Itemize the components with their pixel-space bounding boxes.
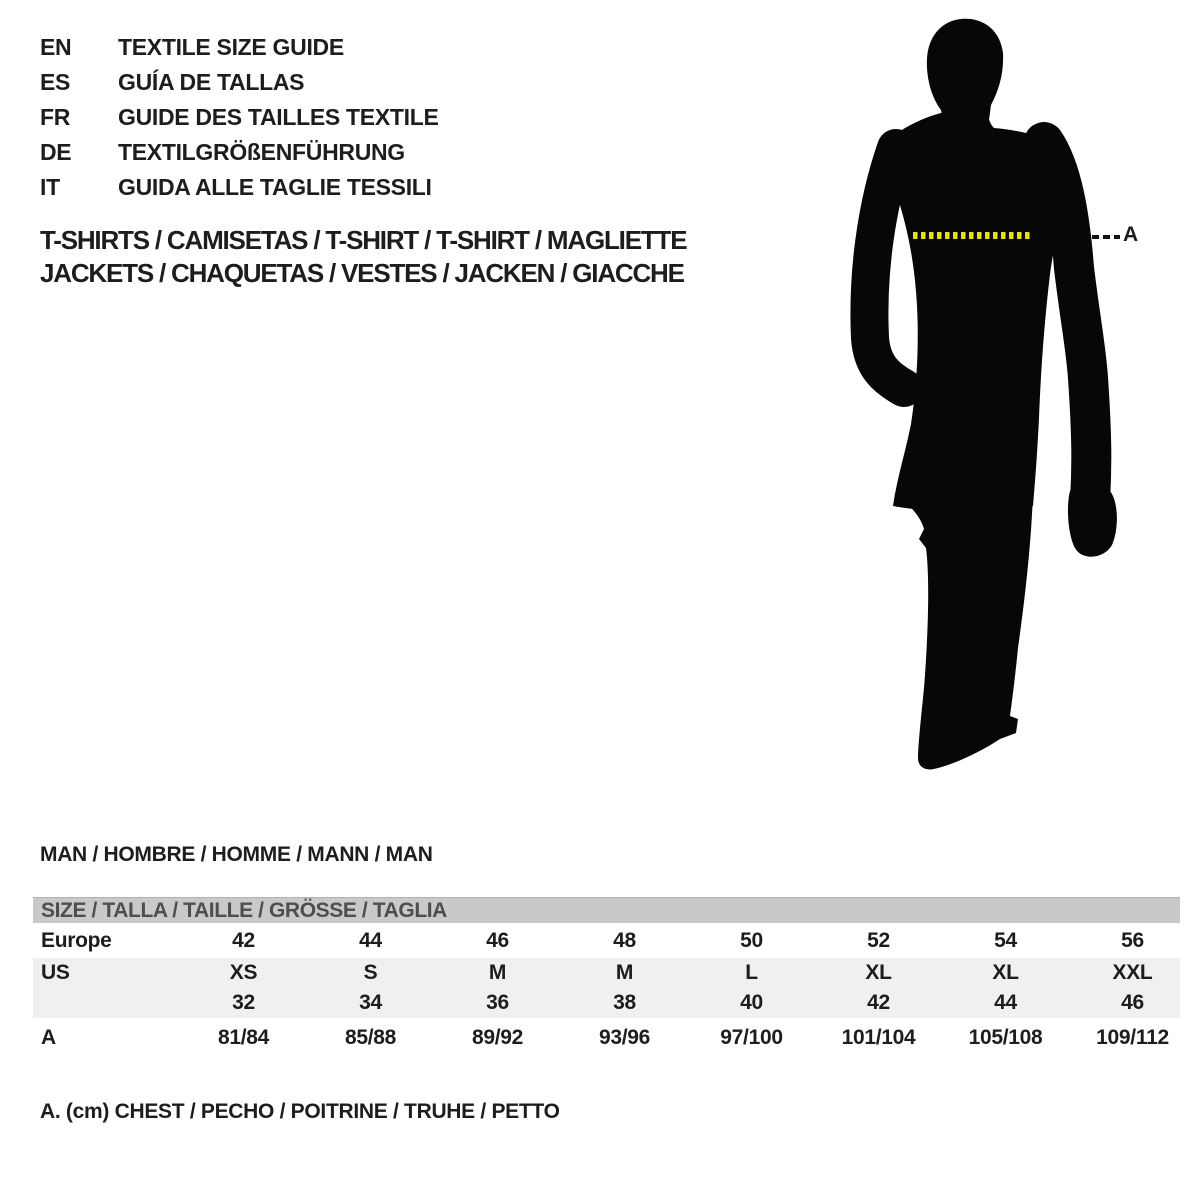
language-code: DE <box>40 139 72 165</box>
size-cell: 97/100 <box>720 1026 783 1049</box>
category-tshirts: T-SHIRTS / CAMISETAS / T-SHIRT / T-SHIRT / MAGLIETTE <box>40 225 687 255</box>
size-cell: XL <box>865 961 892 984</box>
guide-title: GUIDE DES TAILLES TEXTILE <box>118 104 439 130</box>
size-cell: 40 <box>740 991 763 1014</box>
gender-heading: MAN / HOMBRE / HOMME / MANN / MAN <box>40 843 433 866</box>
table-row-europe <box>33 923 1196 958</box>
size-cell: 85/88 <box>344 1026 397 1049</box>
language-code: ES <box>40 69 71 95</box>
size-cell: 52 <box>867 928 890 952</box>
language-code: IT <box>40 174 60 200</box>
size-cell: S <box>363 961 378 984</box>
category-jackets: JACKETS / CHAQUETAS / VESTES / JACKEN / GIACCHE <box>40 258 684 288</box>
measure-label-a: A <box>1123 223 1139 246</box>
size-cell: 32 <box>232 991 255 1014</box>
size-cell: 42 <box>867 991 890 1014</box>
size-cell: 50 <box>740 928 763 952</box>
size-cell: 105/108 <box>968 1026 1043 1049</box>
row-label: US <box>41 961 70 984</box>
table-row-numeric <box>33 988 1196 1018</box>
size-cell: 44 <box>994 991 1017 1014</box>
size-cell: 109/112 <box>1096 1026 1169 1049</box>
guide-title: TEXTILGRÖßENFÜHRUNG <box>118 139 405 165</box>
size-cell: 42 <box>232 928 255 952</box>
size-cell: 48 <box>613 928 636 952</box>
row-label: Europe <box>41 928 112 952</box>
size-table-header: SIZE / TALLA / TAILLE / GRÖSSE / TAGLIA <box>33 897 1180 923</box>
size-cell: XXL <box>1112 961 1153 984</box>
guide-title: GUIDA ALLE TAGLIE TESSILI <box>118 174 432 200</box>
size-cell: 44 <box>359 928 382 952</box>
table-row-us <box>33 958 1196 988</box>
language-code: FR <box>40 104 71 130</box>
language-code: EN <box>40 34 72 60</box>
size-cell: 46 <box>486 928 509 952</box>
size-cell: 54 <box>994 928 1017 952</box>
size-cell: 93/96 <box>598 1026 651 1049</box>
size-cell: M <box>488 961 507 984</box>
man-silhouette <box>848 16 1120 780</box>
size-cell: L <box>745 961 758 984</box>
size-cell: 46 <box>1121 991 1144 1014</box>
size-cell: 34 <box>359 991 382 1014</box>
size-cell: 89/92 <box>471 1026 524 1049</box>
size-cell: M <box>615 961 634 984</box>
guide-title: TEXTILE SIZE GUIDE <box>118 34 344 60</box>
size-cell: XS <box>229 961 258 984</box>
row-label: A <box>41 1026 56 1049</box>
size-cell: XL <box>992 961 1019 984</box>
chest-measure-dotted-line <box>913 232 1031 239</box>
measure-leader-dashes <box>1092 235 1120 239</box>
size-table <box>33 897 1196 1058</box>
measurement-footnote: A. (cm) CHEST / PECHO / POITRINE / TRUHE / PETTO <box>40 1100 560 1123</box>
size-cell: 36 <box>486 991 509 1014</box>
size-cell: 101/104 <box>841 1026 916 1049</box>
size-cell: 81/84 <box>217 1026 270 1049</box>
size-cell: 56 <box>1121 928 1144 952</box>
guide-title: GUÍA DE TALLAS <box>118 69 305 95</box>
size-cell: 38 <box>613 991 636 1014</box>
table-row-chest-cm <box>33 1018 1196 1058</box>
